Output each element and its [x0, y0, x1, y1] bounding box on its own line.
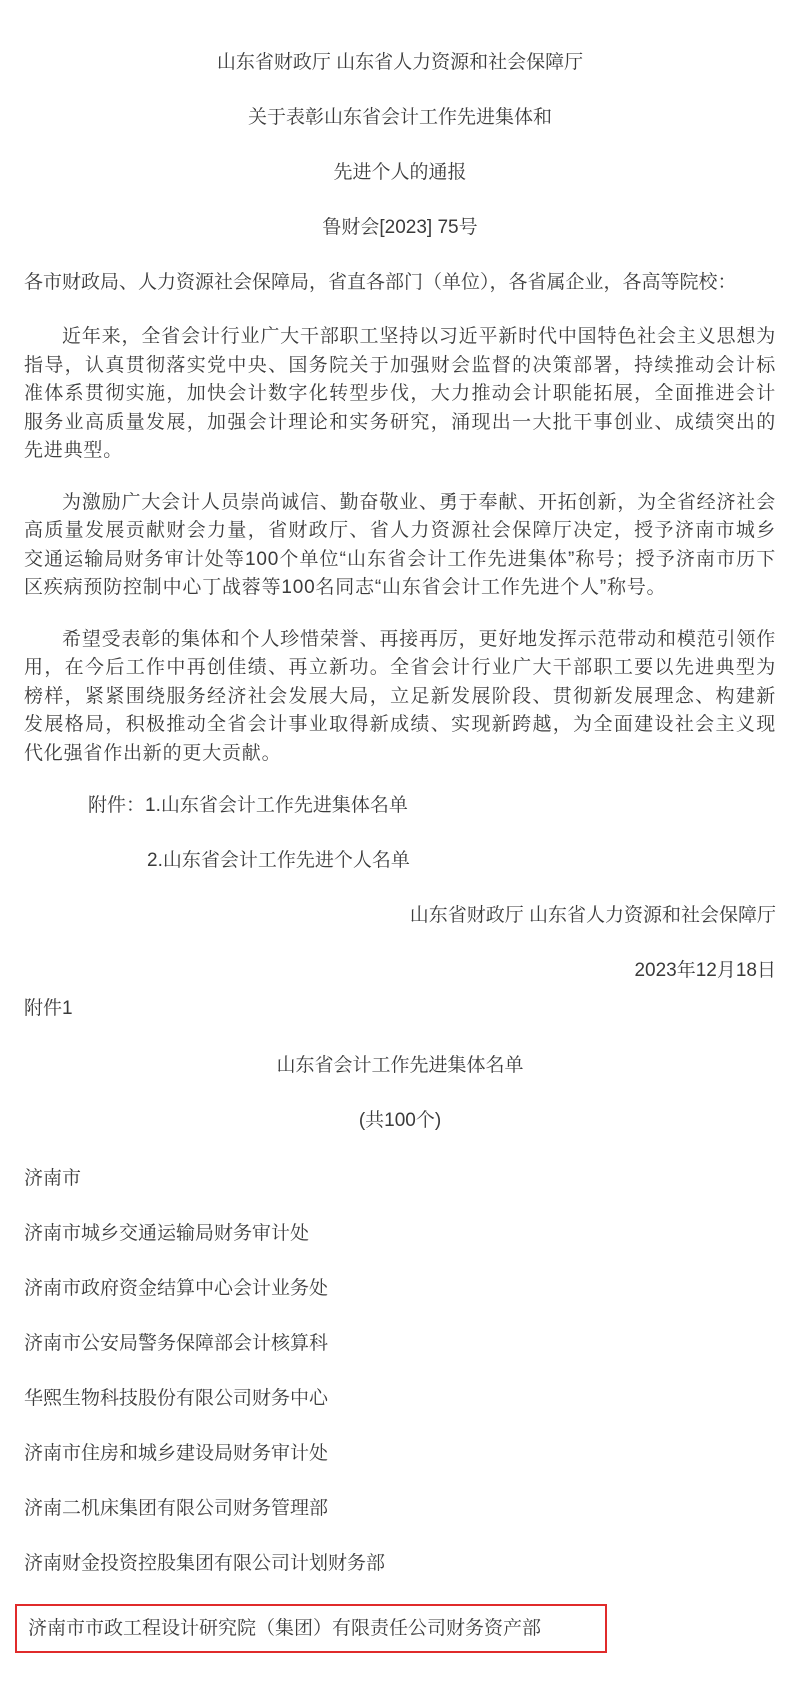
doc-title-line-2: 关于表彰山东省会计工作先进集体和 — [247, 107, 552, 128]
doc-title-line-1: 山东省财政厅 山东省人力资源和社会保障厅 — [216, 52, 584, 73]
list-item: 济南市公安局警务保障部会计核算科 — [24, 1333, 329, 1354]
city-header: 济南市 — [24, 1168, 82, 1189]
annex-label: 附件1 — [24, 998, 73, 1019]
list-item-highlighted: 济南市市政工程设计研究院（集团）有限责任公司财务资产部 — [28, 1618, 542, 1639]
annex-count: (共100个) — [358, 1110, 442, 1131]
paragraph-3: 希望受表彰的集体和个人珍惜荣誉、再接再厉，更好地发挥示范带动和模范引领作用，在今后工作中再创佳绩、再立新功。全省会计行业广大干部职工要以先进典型为榜样，紧紧围绕服务经济社会发展大局，立足新发展阶段、贯彻新发展理念、构建新发展格局，积极推动全省会计事业取得新成绩、实现新跨越，为全面建设社会主义现代化强省作出新的更大贡献。 — [24, 628, 776, 764]
list-item: 济南财金投资控股集团有限公司计划财务部 — [24, 1553, 386, 1574]
annex-title: 山东省会计工作先进集体名单 — [276, 1055, 524, 1076]
doc-date: 2023年12月18日 — [634, 960, 776, 981]
doc-title-line-3: 先进个人的通报 — [333, 162, 467, 183]
signature: 山东省财政厅 山东省人力资源和社会保障厅 — [409, 905, 776, 926]
list-item: 济南市住房和城乡建设局财务审计处 — [24, 1443, 329, 1464]
list-item: 济南市城乡交通运输局财务审计处 — [24, 1223, 310, 1244]
doc-number: 鲁财会[2023] 75号 — [322, 217, 478, 238]
salutation: 各市财政局、人力资源社会保障局，省直各部门（单位），各省属企业，各高等院校： — [24, 272, 737, 293]
paragraph-1: 近年来，全省会计行业广大干部职工坚持以习近平新时代中国特色社会主义思想为指导，认真贯彻落实党中央、国务院关于加强财会监督的决策部署，持续推动会计标准体系贯彻实施，加快会计数字化转型步伐，大力推动会计职能拓展，全面推进会计服务业高质量发展，加强会计理论和实务研究，涌现出一大批干事创业、成绩突出的先进典型。 — [24, 326, 776, 461]
attachment-line-1: 附件：1.山东省会计工作先进集体名单 — [88, 795, 408, 816]
list-item: 济南二机床集团有限公司财务管理部 — [24, 1498, 329, 1519]
list-item: 华熙生物科技股份有限公司财务中心 — [24, 1388, 329, 1409]
list-item: 济南市政府资金结算中心会计业务处 — [24, 1278, 329, 1299]
paragraph-2: 为激励广大会计人员崇尚诚信、勤奋敬业、勇于奉献、开拓创新，为全省经济社会高质量发展贡献财会力量，省财政厅、省人力资源社会保障厅决定，授予济南市城乡交通运输局财务审计处等100个单位“山东省会计工作先进集体”称号；授予济南市历下区疾病预防控制中心丁战蓉等100名同志“山东省会计工作先进个人”称号。 — [24, 491, 776, 598]
attachment-line-2: 2.山东省会计工作先进个人名单 — [147, 850, 410, 871]
highlight-box — [15, 1604, 607, 1653]
